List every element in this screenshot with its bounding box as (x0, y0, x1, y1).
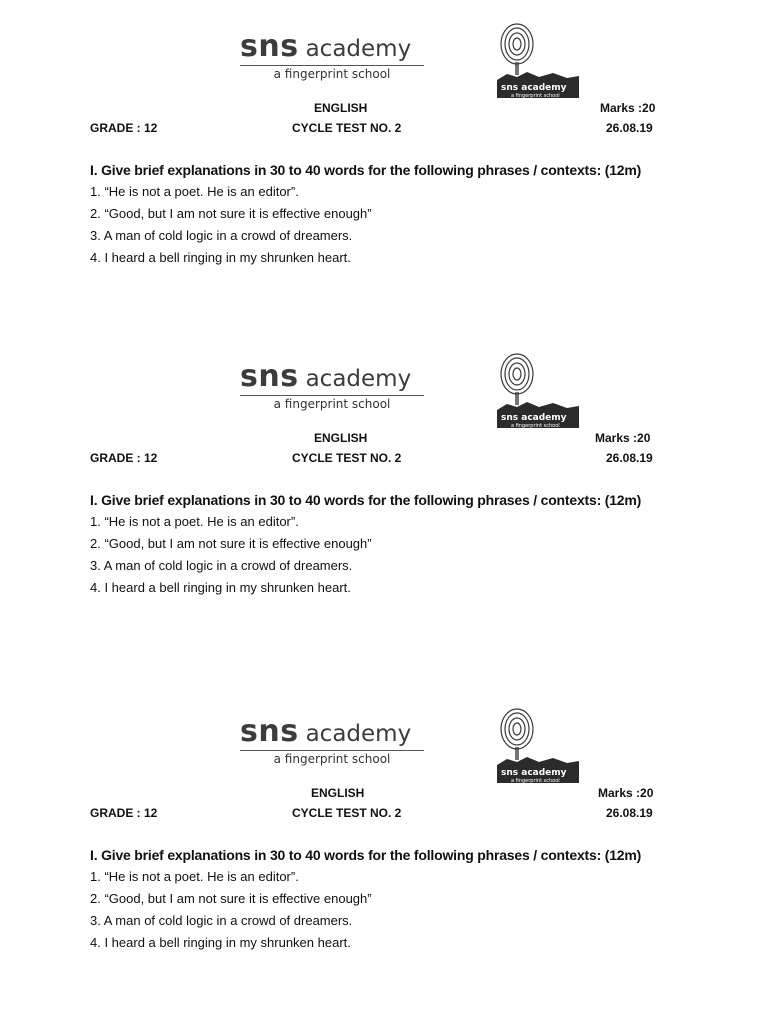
logo-tagline: a fingerprint school (273, 752, 391, 766)
list-item: 3. A man of cold logic in a crowd of dreamers. (90, 228, 353, 243)
fingerprint-tree-icon (497, 707, 579, 783)
list-item: 1. “He is not a poet. He is an editor”. (90, 184, 299, 199)
phrase-list (90, 514, 372, 602)
marks-label: Marks :20 (595, 431, 651, 445)
marks-label: Marks :20 (598, 786, 654, 800)
cycle-test-label: CYCLE TEST NO. 2 (292, 451, 402, 465)
question-paper (0, 0, 768, 330)
date-label: 26.08.19 (606, 806, 653, 820)
question-heading: I. Give brief explanations in 30 to 40 words for the following phrases / contexts: (12m) (90, 492, 642, 508)
emblem-tagline: a fingerprint school (511, 778, 560, 783)
logo-rule (240, 395, 424, 396)
list-item: 3. A man of cold logic in a crowd of dreamers. (90, 558, 353, 573)
emblem-brand: sns academy (501, 83, 567, 93)
sns-academy-logo (240, 359, 430, 411)
list-item: 4. I heard a bell ringing in my shrunken heart. (90, 250, 351, 265)
date-label: 26.08.19 (606, 121, 653, 135)
logo-tagline: a fingerprint school (273, 397, 391, 411)
logo-rule (240, 65, 424, 66)
emblem-tagline: a fingerprint school (511, 423, 560, 428)
logo-word: academy (305, 721, 412, 747)
grade-label: GRADE : 12 (90, 806, 158, 820)
list-item: 2. “Good, but I am not sure it is effective enough” (90, 891, 372, 906)
list-item: 2. “Good, but I am not sure it is effective enough” (90, 536, 372, 551)
question-heading: I. Give brief explanations in 30 to 40 words for the following phrases / contexts: (12m) (90, 162, 642, 178)
emblem-brand: sns academy (501, 768, 567, 778)
subject-label: ENGLISH (314, 431, 368, 445)
subject-label: ENGLISH (314, 101, 368, 115)
cycle-test-label: CYCLE TEST NO. 2 (292, 806, 402, 820)
question-paper (0, 330, 768, 660)
question-paper (0, 685, 768, 1015)
grade-label: GRADE : 12 (90, 121, 158, 135)
phrase-list (90, 184, 372, 272)
date-label: 26.08.19 (606, 451, 653, 465)
question-heading: I. Give brief explanations in 30 to 40 words for the following phrases / contexts: (12m) (90, 847, 642, 863)
logo-brand: sns (240, 359, 299, 394)
list-item: 2. “Good, but I am not sure it is effective enough” (90, 206, 372, 221)
sns-academy-logo (240, 29, 430, 81)
list-item: 4. I heard a bell ringing in my shrunken heart. (90, 580, 351, 595)
phrase-list (90, 869, 372, 957)
cycle-test-label: CYCLE TEST NO. 2 (292, 121, 402, 135)
logo-tagline: a fingerprint school (273, 67, 391, 81)
emblem-tagline: a fingerprint school (511, 93, 560, 98)
fingerprint-tree-icon (497, 22, 579, 98)
logo-word: academy (305, 36, 412, 62)
subject-label: ENGLISH (311, 786, 365, 800)
logo-brand: sns (240, 714, 299, 749)
logo-rule (240, 750, 424, 751)
emblem-brand: sns academy (501, 413, 567, 423)
marks-label: Marks :20 (600, 101, 656, 115)
fingerprint-tree-icon (497, 352, 579, 428)
logo-brand: sns (240, 29, 299, 64)
logo-word: academy (305, 366, 412, 392)
list-item: 1. “He is not a poet. He is an editor”. (90, 514, 299, 529)
list-item: 4. I heard a bell ringing in my shrunken heart. (90, 935, 351, 950)
sns-academy-logo (240, 714, 430, 766)
list-item: 3. A man of cold logic in a crowd of dreamers. (90, 913, 353, 928)
grade-label: GRADE : 12 (90, 451, 158, 465)
list-item: 1. “He is not a poet. He is an editor”. (90, 869, 299, 884)
